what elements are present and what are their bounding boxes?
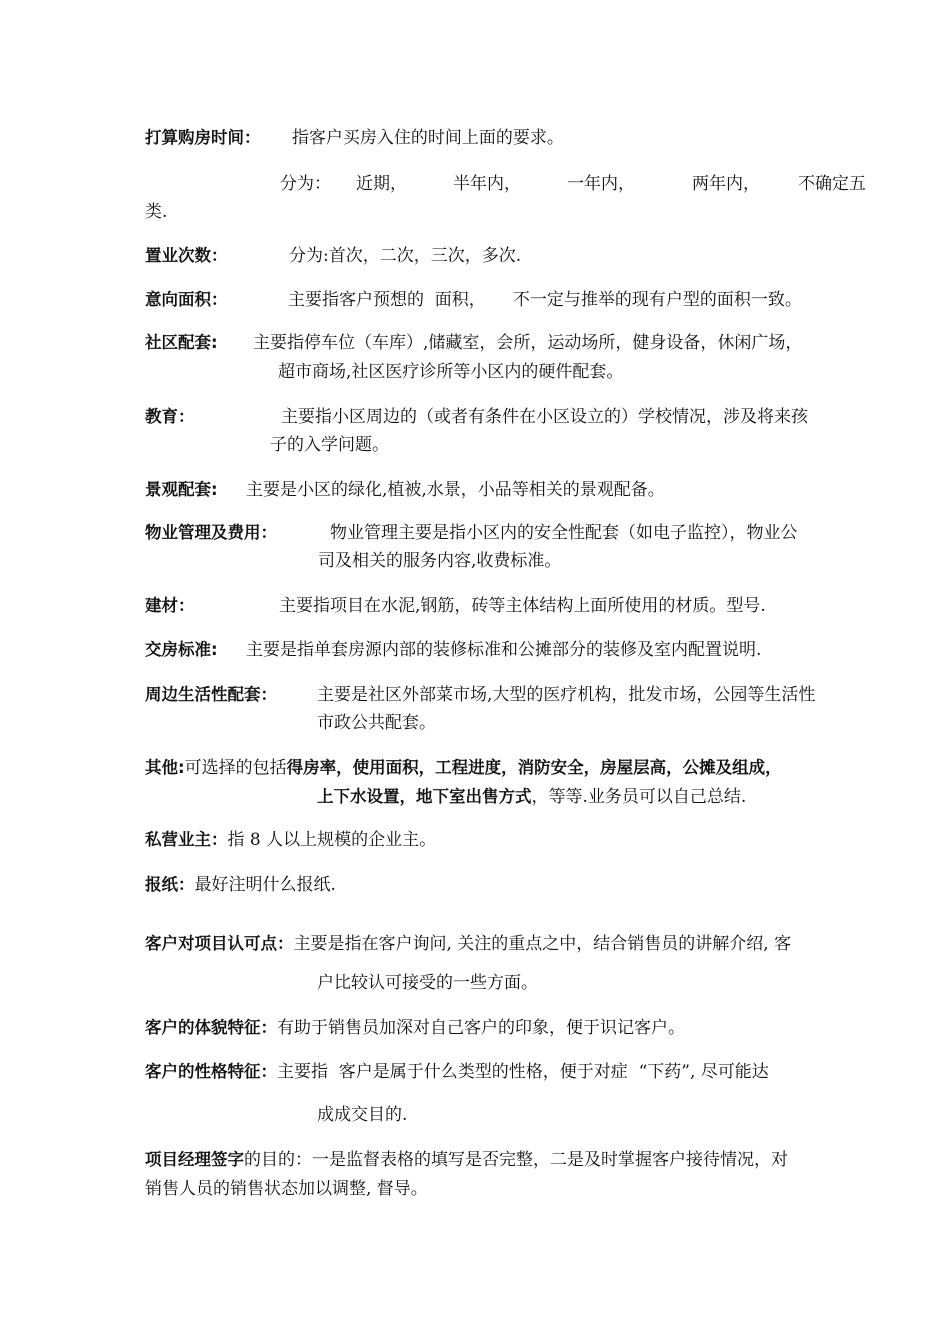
term-description: 指 8 人以上规模的企业主。: [227, 830, 437, 850]
term-description: 主要指项目在水泥,钢筋，砖等主体结构上面所使用的材质。型号.: [279, 596, 766, 616]
other-bold-list: 得房率，使用面积，工程进度，消防安全，房屋层高，公摊及组成，: [286, 758, 782, 777]
entry-delivery-standard: [145, 639, 762, 661]
term-description: 主要是指在客户询问, 关注的重点之中，结合销售员的讲解介绍, 客: [293, 934, 792, 954]
term-label: 报纸：: [145, 875, 195, 894]
entry-purchase-times: [145, 245, 522, 267]
term-description: 主要指停车位（车库）,储藏室，会所，运动场所，健身设备，休闲广场，: [253, 333, 803, 353]
term-label: 意向面积：: [145, 290, 228, 309]
term-label: 景观配套:: [145, 480, 218, 499]
split-label: 分为：: [280, 174, 331, 194]
entry-education: [145, 406, 808, 428]
education-line2: 子的入学问题。: [270, 435, 389, 455]
term-description: 有助于销售员加深对自己客户的印象，便于识记客户。: [277, 1018, 685, 1038]
entry-intended-area: [145, 289, 802, 311]
other-tail: ，等等.业务员可以自己总结.: [531, 787, 747, 807]
term-label: 社区配套:: [145, 333, 218, 352]
term-description: 主要是社区外部菜市场,大型的医疗机构，批发市场，公园等生活性: [317, 685, 816, 705]
term-label: 教育：: [145, 407, 195, 426]
term-label: 客户的性格特征：: [145, 1062, 277, 1081]
entry-landscape: [145, 479, 665, 501]
term-description: 物业管理主要是指小区内的安全性配套（如电子监控），物业公: [330, 523, 798, 543]
category-item: 不确定五: [798, 174, 866, 194]
entry-customer-recognition: [145, 933, 791, 955]
term-description: 的目的：一是监督表格的填写是否完整，二是及时掌握客户接待情况，对: [244, 1150, 788, 1170]
entry-newspaper: [145, 874, 336, 896]
term-description: 主要指 客户是属于什么类型的性格，便于对症 “下药”, 尽可能达: [277, 1062, 769, 1082]
purchase-time-continuation: 类.: [145, 202, 168, 222]
entry-surrounding-facilities: [145, 684, 816, 706]
term-label: 打算购房时间：: [145, 128, 261, 147]
term-description: 主要是指单套房源内部的装修标准和公摊部分的装修及室内配置说明.: [246, 640, 762, 660]
community-facilities-line2: 超市商场,社区医疗诊所等小区内的硬件配套。: [278, 362, 624, 382]
term-label: 建材：: [145, 596, 195, 615]
category-item: 两年内，: [692, 174, 760, 194]
other-bold-list-2: 上下水设置，地下室出售方式: [317, 787, 532, 806]
entry-property-management: [145, 522, 798, 544]
entry-customer-personality: [145, 1061, 769, 1083]
customer-recognition-line2: 户比较认可接受的一些方面。: [317, 973, 538, 993]
entry-customer-appearance: [145, 1017, 685, 1039]
property-management-line2: 司及相关的服务内容,收费标准。: [318, 551, 562, 571]
term-description: 分为:首次，二次，三次，多次.: [289, 246, 522, 266]
term-label: 项目经理签字: [145, 1150, 244, 1169]
term-label: 客户的体貌特征：: [145, 1018, 277, 1037]
term-label: 客户对项目认可点：: [145, 934, 294, 953]
term-description: 主要指客户预想的 面积， 不一定与推举的现有户型的面积一致。: [288, 290, 802, 310]
term-description: 主要是小区的绿化,植被,水景，小品等相关的景观配备。: [246, 480, 665, 500]
entry-manager-signature: [145, 1149, 788, 1171]
category-item: 近期，: [356, 174, 407, 194]
manager-signature-line2: 销售人员的销售状态加以调整, 督导。: [145, 1179, 428, 1199]
entry-community-facilities: [145, 332, 803, 354]
category-item: 一年内，: [567, 174, 635, 194]
other-line2: [317, 786, 746, 808]
entry-other: [145, 757, 782, 779]
purchase-time-categories: [280, 173, 866, 195]
term-description: 最好注明什么报纸.: [194, 875, 336, 895]
term-description: 主要指小区周边的（或者有条件在小区设立的）学校情况，涉及将来孩: [281, 407, 808, 427]
term-label: 交房标准:: [145, 640, 218, 659]
category-item: 半年内，: [453, 174, 521, 194]
entry-building-materials: [145, 595, 766, 617]
entry-private-owner: [145, 829, 436, 851]
customer-personality-line2: 成成交目的.: [317, 1105, 408, 1125]
term-label: 周边生活性配套：: [145, 685, 277, 704]
term-label: 物业管理及费用：: [145, 523, 277, 542]
other-lead: 可选择的包括: [184, 758, 287, 778]
term-label: 其他:: [145, 758, 185, 777]
entry-purchase-time: [145, 127, 564, 149]
term-label: 置业次数：: [145, 246, 228, 265]
term-label: 私营业主：: [145, 830, 228, 849]
term-description: 指客户买房入住的时间上面的要求。: [291, 128, 564, 148]
surrounding-facilities-line2: 市政公共配套。: [317, 713, 436, 733]
